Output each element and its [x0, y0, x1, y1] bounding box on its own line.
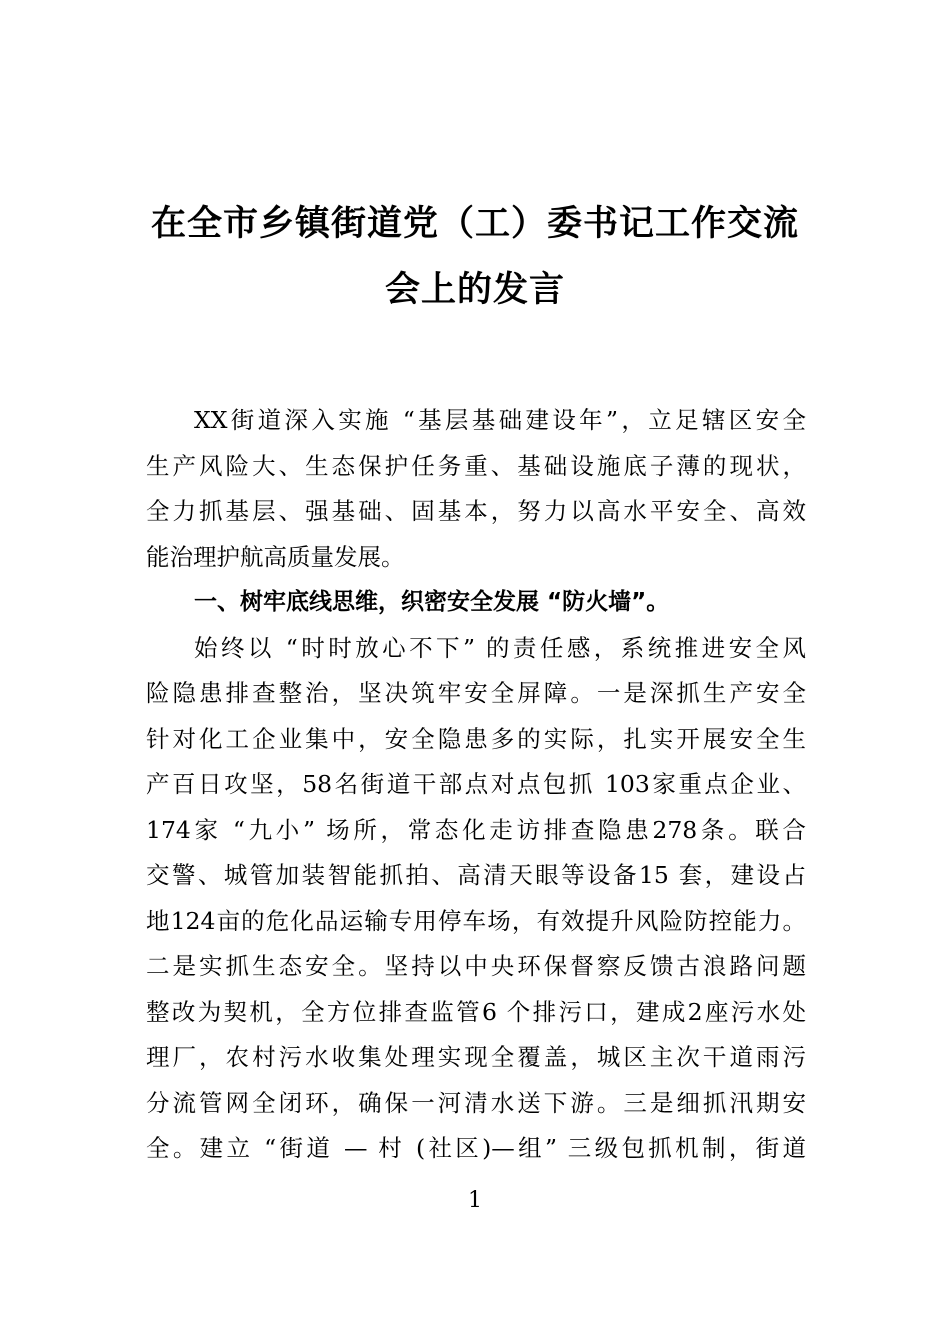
paragraph-line: 险隐患排查整治，坚决筑牢安全屏障。一是深抓生产安全 — [146, 679, 806, 707]
document-body — [146, 398, 806, 1172]
paragraph-line: 生产风险大、生态保护任务重、基础设施底子薄的现状， — [146, 451, 806, 480]
paragraph-line: 地124亩的危化品运输专用停车场，有效提升风险防控能力。 — [146, 906, 806, 935]
paragraph-line: 交警、城管加装智能抓拍、高清天眼等设备15 套，建设占 — [146, 861, 806, 889]
document-title-line-2: 会上的发言 — [384, 269, 565, 310]
paragraph-line: 能治理护航高质量发展。 — [146, 542, 405, 571]
page-number: 1 — [468, 1188, 482, 1213]
paragraph-line: 全。建立 “街道 — 村 (社区)—组” 三级包抓机制，街道 — [146, 1134, 806, 1162]
document-title-line-1: 在全市乡镇街道党（工）委书记工作交流 — [150, 203, 799, 244]
paragraph-line: 产百日攻坚，58名街道干部点对点包抓 103家重点企业、 — [146, 770, 806, 798]
paragraph-line: 整改为契机，全方位排查监管6 个排污口，建成2座污水处 — [146, 997, 806, 1026]
paragraph-line: 全力抓基层、强基础、固基本，努力以高水平安全、高效 — [146, 497, 806, 525]
paragraph-line: 174家 “九小” 场所，常态化走访排查隐患278条。联合 — [146, 815, 806, 844]
paragraph-line: XX街道深入实施 “基层基础建设年”，立足辖区安全 — [194, 406, 806, 434]
paragraph-line: 针对化工企业集中，安全隐患多的实际，扎实开展安全生 — [146, 724, 806, 753]
paragraph-line: 理厂，农村污水收集处理实现全覆盖，城区主次干道雨污 — [146, 1043, 806, 1071]
section-heading: 一、树牢底线思维，织密安全发展 “防火墙”。 — [194, 589, 670, 615]
paragraph-line: 分流管网全闭环，确保一河清水送下游。三是细抓汛期安 — [146, 1088, 806, 1117]
paragraph-line: 二是实抓生态安全。坚持以中央环保督察反馈古浪路问题 — [146, 952, 806, 980]
paragraph-line: 始终以 “时时放心不下” 的责任感，系统推进安全风 — [194, 633, 806, 662]
